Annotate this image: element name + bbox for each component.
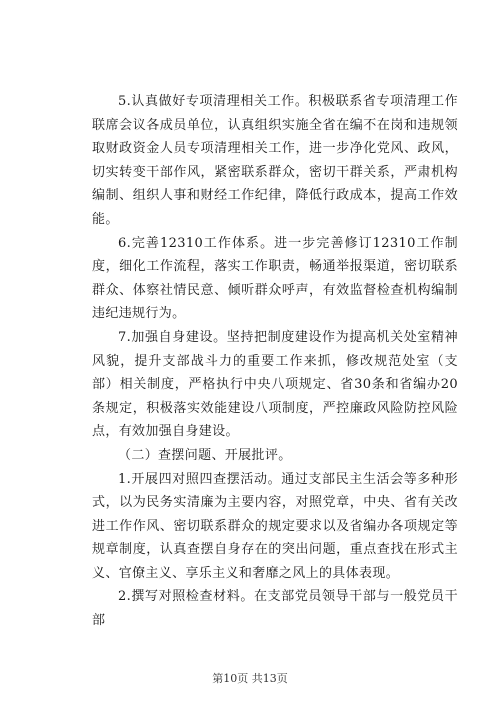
paragraph-special-cleanup: 5.认真做好专项清理相关工作。积极联系省专项清理工作联席会议各成员单位，认真组织实施全省在编不在岗和违规领取财政资金人员专项清理相关工作，进一步净化党风、政风，切实转变干部作风，紧密联系群众，密切干群关系，严肃机构编制、组织人事和财经工作纪律，降低行政成本，提高工作效能。 xyxy=(92,94,458,227)
paragraph-self-building: 7.加强自身建设。坚持把制度建设作为提高机关处室精神风貌，提升支部战斗力的重要工作来抓，修改规范处室（支部）相关制度，严格执行中央八项规定、省30条和省编办20条规定，积极落实效能建设八项制度，严控廉政风险防控风险点，有效加强自身建设。 xyxy=(92,329,458,440)
document-body xyxy=(92,90,458,633)
paragraph-inspection-materials: 2.撰写对照检查材料。在支部党员领导干部与一般党员干部 xyxy=(92,589,458,629)
paragraph-four-checks: 1.开展四对照四查摆活动。通过支部民主生活会等多种形式，以为民务实清廉为主要内容，对照党章，中央、省有关改进工作作风、密切联系群众的规定要求以及省编办各项规定等规章制度，认真查摆自身存在的突出问题，重点查找在形式主义、官僚主义、享乐主义和奢靡之风上的具体表现。 xyxy=(92,471,458,581)
page-number-footer: 第10页 共13页 xyxy=(212,672,288,685)
paragraph-12310-system: 6.完善12310工作体系。进一步完善修订12310工作制度，细化工作流程，落实工作职责，畅通举报渠道，密切联系群众、体察社情民意、倾听群众呼声，有效监督检查机构编制违纪违规行为。 xyxy=(92,235,458,322)
section-heading-criticism: （二）查摆问题、开展批评。 xyxy=(118,447,292,463)
